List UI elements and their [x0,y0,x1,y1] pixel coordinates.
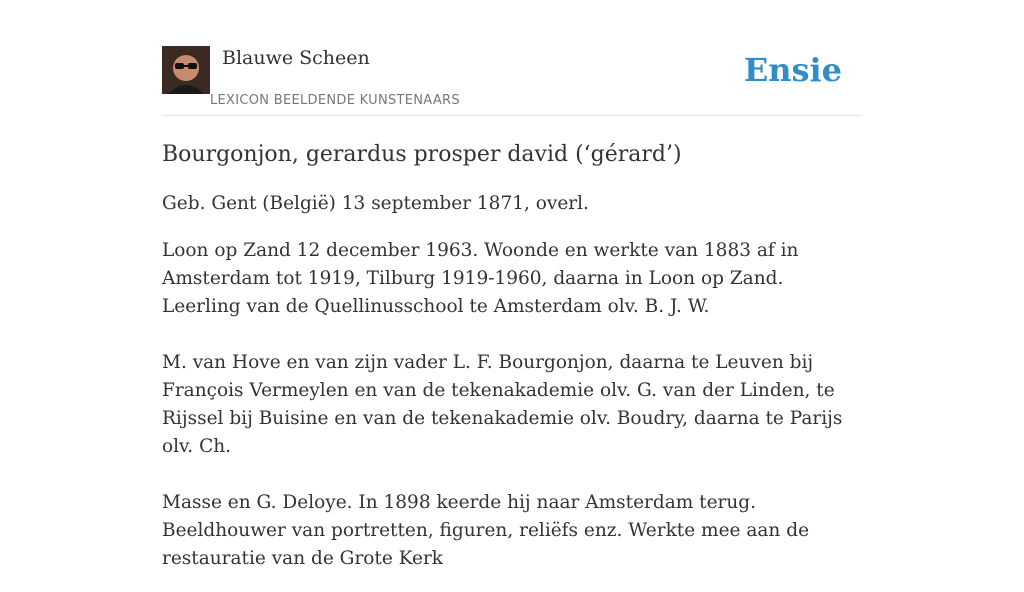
article-paragraph-2: Loon op Zand 12 december 1963. Woonde en werkte van 1883 af in Amsterdam tot 1919, Tilburg 1919-1960, daarna in Loon op Zand. Leerling van de Quellinusschool te Amsterdam olv. B. J. W. [162,240,799,317]
publication-name[interactable]: LEXICON BEELDENDE KUNSTENAARS [210,93,460,108]
page-header [162,46,862,116]
article-paragraph-4: Masse en G. Deloye. In 1898 keerde hij naar Amsterdam terug. Beeldhouwer van portretten, figuren, reliëfs enz. Werkte mee aan de restauratie van de Grote Kerk [162,492,810,569]
article-paragraph-1: Geb. Gent (België) 13 september 1871, overl. [162,193,589,214]
author-name[interactable]: Blauwe Scheen [222,47,370,69]
ensie-logo[interactable]: Ensie [743,51,842,89]
article [162,140,862,592]
article-title: Bourgonjon, gerardus prosper david (‘gérard’) [162,142,682,167]
article-paragraph-3: M. van Hove en van zijn vader L. F. Bourgonjon, daarna te Leuven bij François Vermeylen en van de tekenakademie olv. G. van der Linden, te Rijssel bij Buisine en van de tekenakademie olv. Boudry, daarna te Parijs olv. Ch. [162,352,843,457]
author-avatar[interactable] [162,46,210,94]
